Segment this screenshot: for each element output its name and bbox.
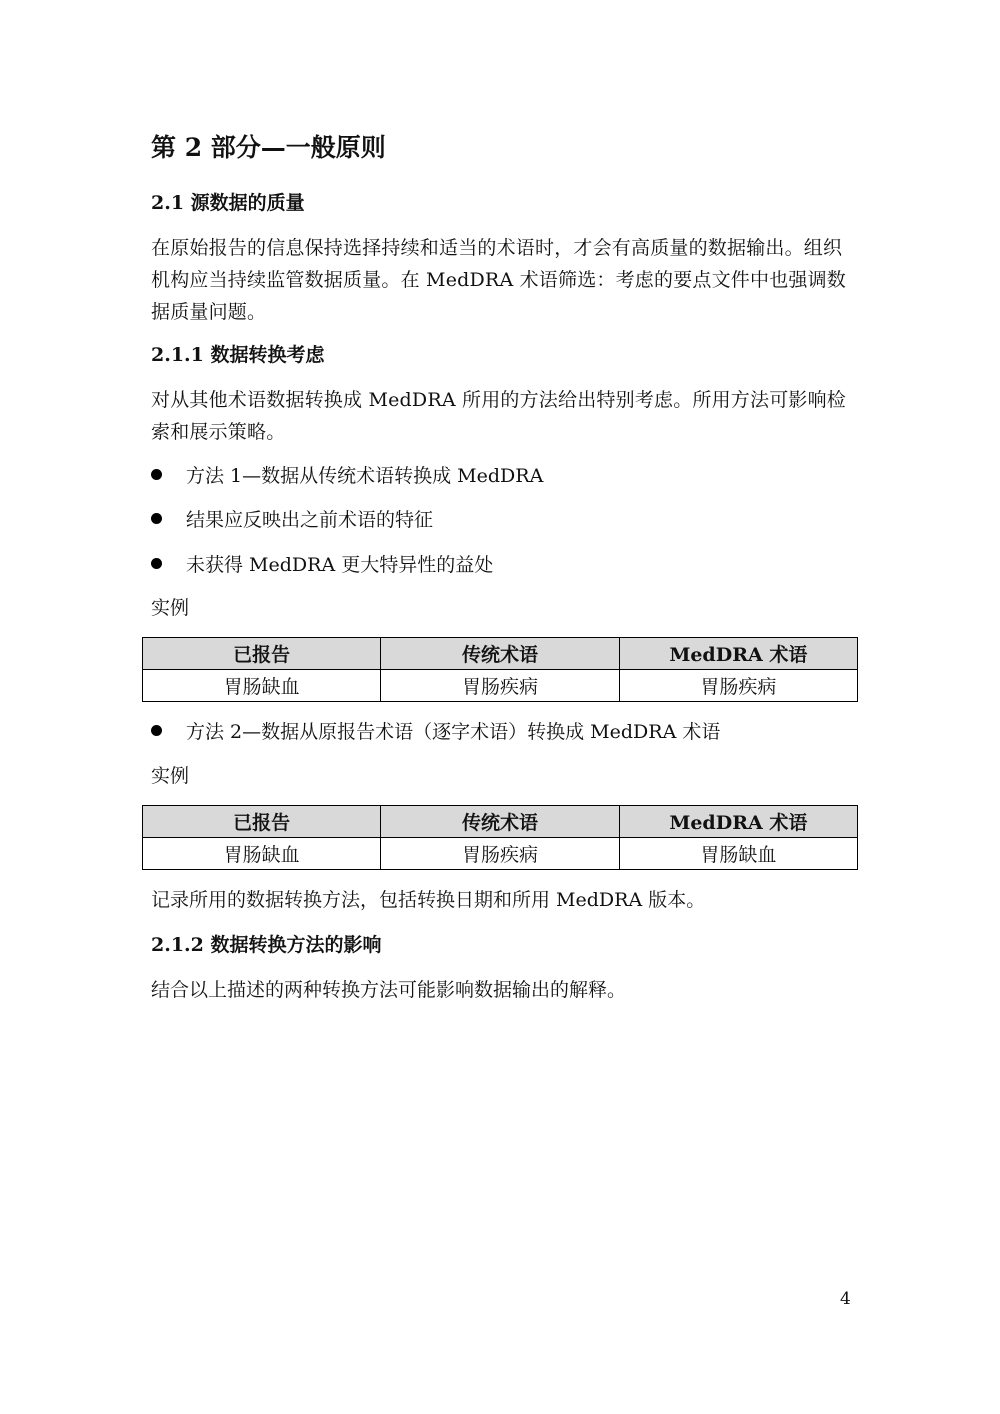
example-label: 实例	[151, 765, 190, 787]
example-table-1	[142, 637, 858, 702]
heading-2-1-2: 2.1.2 数据转换方法的影响	[151, 934, 382, 956]
bullet-dot-icon	[151, 469, 162, 480]
table-cell: 胃肠疾病	[619, 670, 857, 702]
example-table-2	[142, 805, 858, 870]
paragraph-2-1-1: 对从其他术语数据转换成 MedDRA 所用的方法给出特别考虑。所用方法可影响检索和展示策略。	[151, 389, 847, 443]
paragraph-2-1: 在原始报告的信息保持选择持续和适当的术语时，才会有高质量的数据输出。组织机构应当持续监管数据质量。在 MedDRA 术语筛选：考虑的要点文件中也强调数据质量问题。	[151, 237, 847, 323]
paragraph-2-1-2: 结合以上描述的两种转换方法可能影响数据输出的解释。	[151, 979, 627, 1001]
bullet-dot-icon	[151, 513, 162, 524]
bullet-item	[151, 505, 433, 535]
bullet-text: 方法 2—数据从原报告术语（逐字术语）转换成 MedDRA 术语	[186, 721, 721, 743]
table-header-cell: 已报告	[143, 638, 381, 670]
table-header-cell: 传统术语	[381, 638, 619, 670]
page-number: 4	[840, 1289, 851, 1309]
bullet-item	[151, 461, 543, 491]
section-title: 第 2 部分—一般原则	[151, 133, 386, 162]
bullet-text: 未获得 MedDRA 更大特异性的益处	[186, 554, 494, 576]
heading-2-1-1: 2.1.1 数据转换考虑	[151, 344, 325, 366]
table-cell: 胃肠疾病	[381, 838, 619, 870]
table-cell: 胃肠缺血	[143, 670, 381, 702]
table-header-cell: 已报告	[143, 806, 381, 838]
heading-2-1: 2.1 源数据的质量	[151, 192, 305, 214]
bullet-item	[151, 717, 720, 747]
bullet-text: 方法 1—数据从传统术语转换成 MedDRA	[186, 465, 544, 487]
bullet-dot-icon	[151, 725, 162, 736]
bullet-dot-icon	[151, 558, 162, 569]
table-header-cell: MedDRA 术语	[619, 638, 857, 670]
table-header-cell: MedDRA 术语	[619, 806, 857, 838]
table-header-row	[143, 806, 858, 838]
table-row	[143, 670, 858, 702]
bullet-item	[151, 550, 493, 580]
table-cell: 胃肠疾病	[381, 670, 619, 702]
table-header-row	[143, 638, 858, 670]
conversion-note: 记录所用的数据转换方法，包括转换日期和所用 MedDRA 版本。	[151, 889, 706, 911]
table-row	[143, 838, 858, 870]
table-cell: 胃肠缺血	[143, 838, 381, 870]
table-header-cell: 传统术语	[381, 806, 619, 838]
table-cell: 胃肠缺血	[619, 838, 857, 870]
example-label: 实例	[151, 597, 190, 619]
bullet-text: 结果应反映出之前术语的特征	[186, 509, 434, 531]
